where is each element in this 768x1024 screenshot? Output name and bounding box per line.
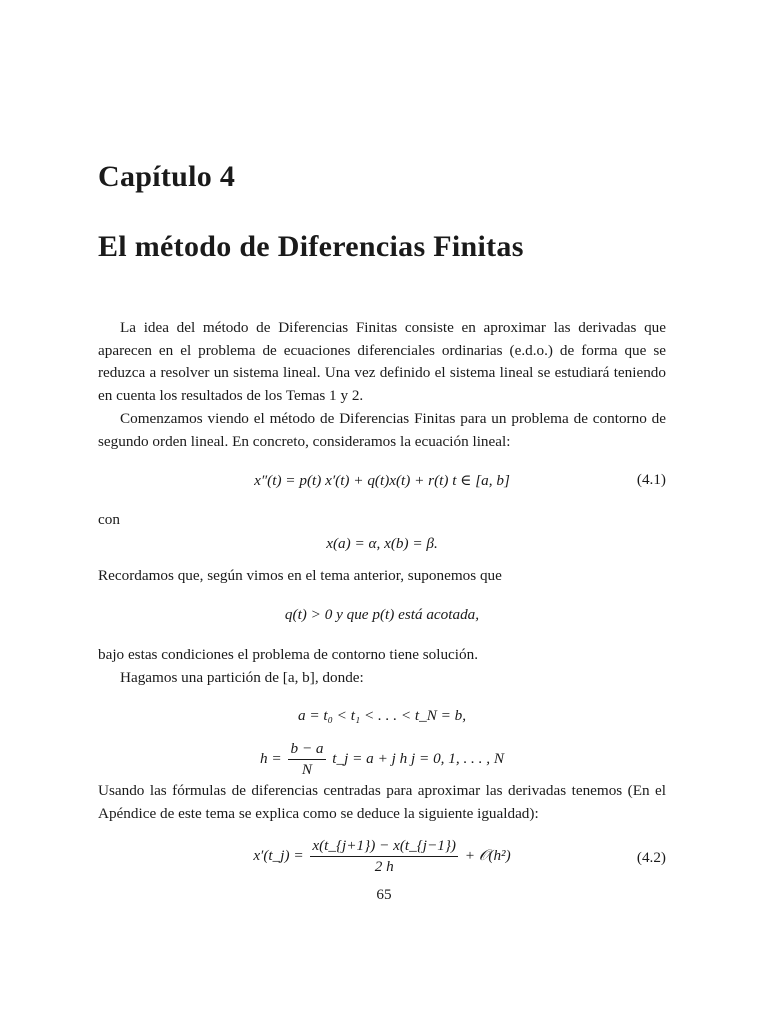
- chapter-label: Capítulo 4: [98, 160, 236, 193]
- step-size-numerator: b − a: [288, 740, 325, 760]
- equation-boundary-conditions: x(a) = α, x(b) = β.: [326, 535, 438, 552]
- equation-partition: a = t₀ < t₁ < . . . < t_N = b,: [297, 707, 467, 724]
- equation-number-4-1: (4.1): [636, 471, 666, 488]
- paragraph-recall: Recordamos que, según vimos en el tema anterior, suponemos que: [98, 567, 502, 584]
- step-size-lhs: h =: [260, 749, 282, 767]
- paragraph-intro: La idea del método de Diferencias Finitas consiste en aproximar las derivadas que aparecen en el problema de ecuaciones diferenciales ordinarias (e.d.o.) de forma que se reduzca a resolver un sistema lineal. Una vez definido el sistema lineal se estudiará teniendo en cuenta los resultados de los Temas 1 y 2.: [98, 319, 666, 405]
- paragraph-con: con: [98, 511, 120, 528]
- equation-4-2-numerator: x(t_{j+1}) − x(t_{j−1}): [310, 837, 458, 857]
- equation-4-2: [98, 837, 666, 876]
- equation-4-2-lhs: x′(t_j) =: [253, 846, 304, 864]
- paragraph-solution: bajo estas condiciones el problema de contorno tiene solución.: [98, 646, 478, 663]
- equation-4-2-denominator: 2 h: [374, 858, 394, 875]
- equation-4-1: x″(t) = p(t) x′(t) + q(t)x(t) + r(t) t ∈ [a, b]: [254, 472, 510, 489]
- chapter-title: El método de Diferencias Finitas: [98, 230, 524, 263]
- equation-4-2-remainder: + 𝒪(h²): [464, 846, 511, 864]
- equation-conditions: q(t) > 0 y que p(t) está acotada,: [284, 606, 480, 623]
- equation-step-size: [98, 740, 666, 779]
- equation-4-2-fraction: [310, 837, 458, 876]
- step-size-denominator: N: [301, 761, 313, 778]
- paragraph-centered-differences: Usando las fórmulas de diferencias centradas para aproximar las derivadas tenemos (En el Apéndice de este tema se explica como se deduce la siguiente igualdad):: [98, 782, 666, 822]
- step-size-fraction: [288, 740, 325, 779]
- paragraph-partition: Hagamos una partición de [a, b], donde:: [120, 669, 364, 686]
- equation-number-4-2: (4.2): [636, 849, 666, 866]
- page-number: 65: [376, 886, 392, 903]
- step-size-nodes: t_j = a + j h j = 0, 1, . . . , N: [332, 749, 504, 767]
- paragraph-method: Comenzamos viendo el método de Diferencias Finitas para un problema de contorno de segundo orden lineal. En concreto, consideramos la ecuación lineal:: [98, 410, 666, 450]
